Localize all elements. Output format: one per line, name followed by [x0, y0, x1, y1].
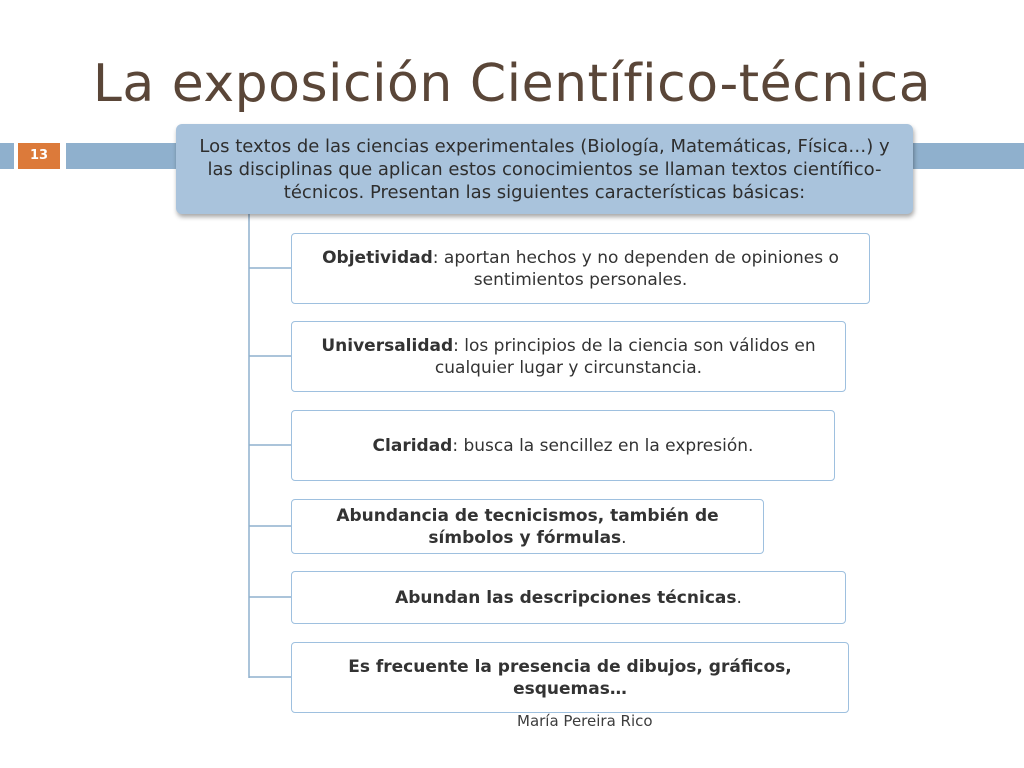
- child-node-objetividad: [291, 233, 870, 304]
- root-node: [176, 124, 913, 214]
- node-desc: .: [621, 527, 627, 548]
- root-node-text: Los textos de las ciencias experimentales (Biología, Matemáticas, Física…) y las disciplinas que aplican estos conocimientos se llaman textos científico-técnicos. Presentan las siguientes características básicas:: [199, 135, 890, 203]
- slide-number-badge: 13: [18, 143, 60, 169]
- node-term: Universalidad: [321, 335, 454, 356]
- node-term: Abundan las descripciones técnicas: [395, 587, 737, 608]
- node-desc: : busca la sencillez en la expresión.: [452, 435, 754, 456]
- child-node-descripciones: [291, 571, 846, 624]
- child-node-tecnicismos: [291, 499, 764, 554]
- node-desc: : los principios de la ciencia son válidos en cualquier lugar y circunstancia.: [434, 335, 816, 378]
- node-term: Es frecuente la presencia de dibujos, gráficos, esquemas…: [348, 656, 792, 699]
- node-desc: : aportan hechos y no dependen de opiniones o sentimientos personales.: [432, 247, 839, 290]
- node-term: Claridad: [372, 435, 453, 456]
- child-node-dibujos: [291, 642, 849, 713]
- node-desc: .: [736, 587, 742, 608]
- child-node-universalidad: [291, 321, 846, 392]
- node-term: Abundancia de tecnicismos, también de símbolos y fórmulas: [336, 505, 719, 548]
- footer-author: María Pereira Rico: [517, 712, 653, 730]
- node-term: Objetividad: [322, 247, 433, 268]
- child-node-claridad: [291, 410, 835, 481]
- slide-title: La exposición Científico-técnica: [92, 54, 932, 114]
